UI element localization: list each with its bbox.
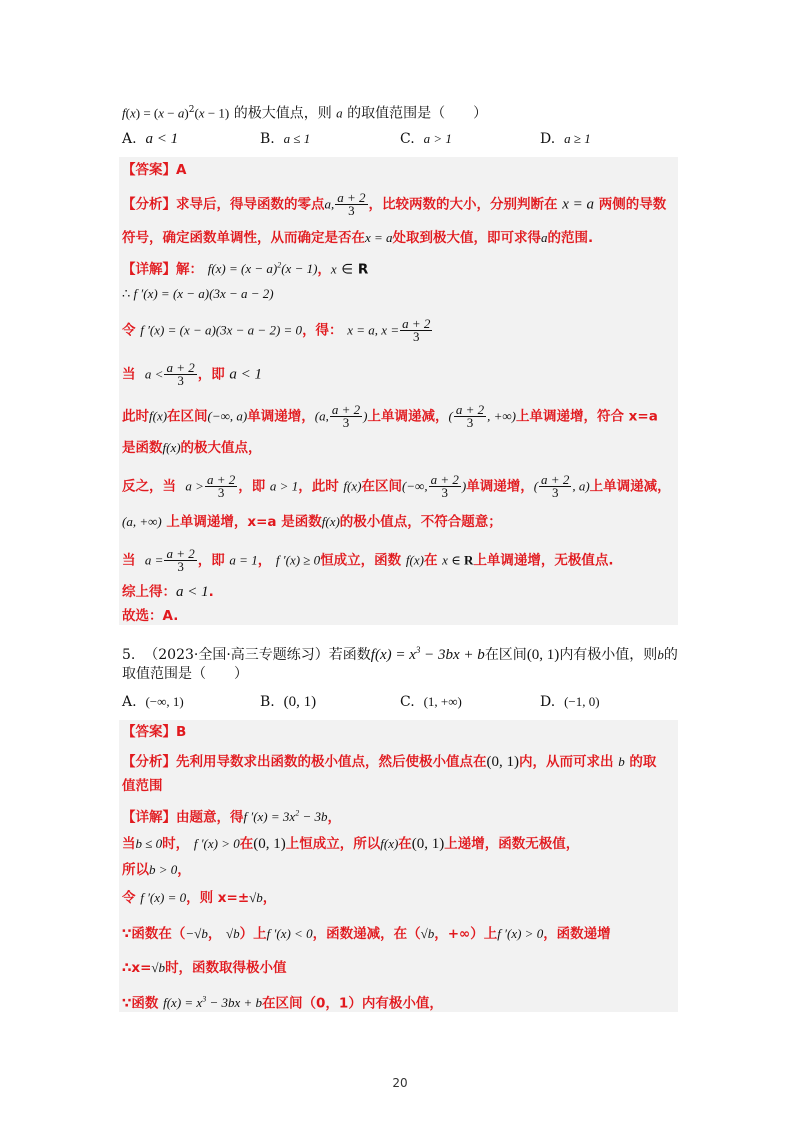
q4-detail-line1: 【详解】解： $f(x) = (x - a)^2(x - 1)$，x ∈ R (122, 261, 369, 278)
q4-case2-conclusion: (a, +∞) 上单调递增，x=a 是函数f(x)的极小值点，不符合题意； (122, 514, 502, 530)
page-number: 20 (392, 1076, 408, 1090)
q4-summary: 综上得：a < 1. (122, 584, 214, 600)
q4-answer: 【答案】A (122, 162, 187, 178)
q5-stem-line2: 取值范围是（ ） (122, 666, 248, 682)
q4-option-c: C. a > 1 (400, 131, 452, 147)
q5-detail-line1: 【详解】由题意，得f $'(x) = 3x^2 - 3b$， (122, 809, 341, 826)
q5-analysis-line2: 值范围 (122, 778, 163, 794)
q5-detail-line2: 当b ≤ 0时， f ′(x) > 0在(0, 1)上恒成立，所以f(x)在(0, 1)上递增，函数无极值， (122, 836, 580, 852)
q4-case1: 当 a < $\frac{a + 2}{3}$ ，即 a < 1 (122, 360, 263, 388)
q5-detail-line6: ∴x=√b时，函数取得极小值 (122, 960, 287, 976)
q5-detail-line3: 所以b > 0， (122, 862, 191, 878)
q5-analysis-line1: 【分析】先利用导数求出函数的极小值点，然后使极小值点在(0, 1)内，从而可求出 b 的取 (122, 754, 657, 770)
q4-choice: 故选：A. (122, 608, 179, 624)
q4-analysis-line2: 符号，确定函数单调性，从而确定是否在x = a处取到极大值，即可求得a的范围. (122, 230, 594, 246)
q4-stem: $f(x) = (x - a)^2(x - 1)$ 的极大值点，则 a 的取值范围是（ ） (122, 105, 488, 122)
q5-answer: 【答案】B (122, 724, 187, 740)
q4-case2: 反之，当 a > $\frac{a + 2}{3}$ ，即 a > 1，此时 f(x)在区间(−∞, $\frac{a + 2}{3}$ )单调递增，( $\frac{a + 2}{3}$ , a)上单调递减， (122, 472, 671, 500)
q5-option-a: A. (−∞, 1) (122, 694, 184, 710)
q4-zero-line: 令 f ′(x) = (x − a)(3x − a − 2) = 0，得： x = a, x = $\frac{a + 2}{3}$ (122, 316, 431, 344)
q5-detail-line7: ∵函数 $f(x) = x^3 - 3bx + b$在区间（0，1）内有极小值， (122, 995, 443, 1012)
q4-case3: 当 a = $\frac{a + 2}{3}$ ，即 a = 1， f ′(x) ≥ 0恒成立，函数 f(x)在 x ∈ R上单调递增，无极值点. (122, 546, 614, 574)
q5-option-c: C. (1, +∞) (400, 694, 462, 710)
q5-option-b: B. (0, 1) (260, 694, 317, 710)
q4-derivative: ∴ f ′(x) = (x − a)(3x − a − 2) (122, 286, 274, 301)
q4-option-d: D. a ≥ 1 (540, 131, 591, 147)
q4-option-a: A. a < 1 (122, 131, 179, 147)
q4-case1-conclusion: 是函数f(x)的极大值点， (122, 440, 262, 456)
q4-analysis-line1: 【分析】求导后，得导函数的零点a, $\frac{a + 2}{3}$ ，比较两数的大小，分别判断在 x = a 两侧的导数 (122, 190, 667, 218)
q5-detail-line5: ∵函数在（−√b， √b）上f ′(x) < 0，函数递减，在（√b，+∞）上f ′(x) > 0，函数递增 (122, 926, 611, 942)
q5-option-d: D. (−1, 0) (540, 694, 600, 710)
q4-case1-monotone: 此时f(x)在区间(−∞, a)单调递增，(a, $\frac{a + 2}{3}$ )上单调递减，( $\frac{a + 2}{3}$ , +∞)上单调递增，符合 x=a (122, 402, 658, 430)
q5-stem-line1: 5. （2023·全国·高三专题练习）若函数$f(x) = x^3 - 3bx + b$在区间(0, 1)内有极小值，则b的 (122, 645, 678, 663)
q5-detail-line4: 令 f ′(x) = 0，则 x=±√b， (122, 890, 277, 906)
q4-option-b: B. a ≤ 1 (260, 131, 311, 147)
